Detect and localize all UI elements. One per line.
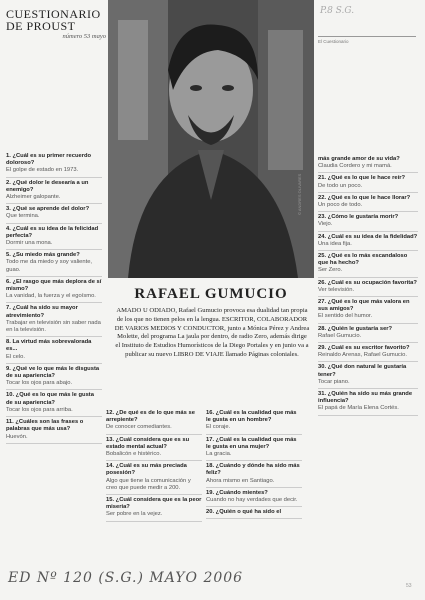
answer-text: El papá de María Elena Cortés. [318, 405, 399, 412]
col3-list [206, 410, 302, 519]
question-text: 31. ¿Quién ha sido su más grande influencia? [318, 391, 413, 405]
divider [318, 192, 418, 193]
answer-text: El coraje. [206, 424, 231, 431]
masthead-line1: CUESTIONARIO [6, 7, 101, 21]
question-item [318, 175, 418, 192]
answer-text: La gracia. [206, 451, 232, 458]
question-item [6, 339, 102, 364]
divider [318, 415, 418, 416]
question-text: 19. ¿Cuándo mientes? [206, 489, 268, 496]
question-item [318, 234, 418, 251]
question-text: 13. ¿Cuál considera que es su estado mental actual? [106, 436, 190, 450]
question-text: 30. ¿Qué don natural le gustaría tener? [318, 364, 407, 378]
question-text: 18. ¿Cuándo y dónde ha sido más feliz? [206, 463, 300, 477]
divider [206, 518, 302, 519]
question-text: 8. La virtud más sobrevalorada es... [6, 339, 92, 353]
question-text: 10. ¿Qué es lo que más le gusta de su apariencia? [6, 392, 94, 406]
masthead-sub: número 53 mayo [62, 33, 106, 40]
question-item [6, 252, 102, 277]
question-item [6, 419, 102, 444]
question-text: 1. ¿Cuál es su primer recuerdo doloroso? [6, 153, 92, 167]
answer-text: Un poco de todo. [318, 202, 363, 209]
question-text: 15. ¿Cuál considera que es la peor miseria? [106, 497, 202, 511]
question-text: 2. ¿Qué dolor le desearía a un enemigo? [6, 179, 89, 193]
divider [6, 443, 102, 444]
question-item [106, 437, 202, 462]
divider [106, 521, 202, 522]
question-text: 25. ¿Qué es lo más escandaloso que ha hecho? [318, 253, 408, 267]
question-text: 21. ¿Qué es lo que le hace reír? [318, 175, 405, 182]
divider [6, 389, 102, 390]
question-text: 17. ¿Cuál es la cualidad que más le gusta en una mujer? [206, 436, 297, 450]
question-item [6, 305, 102, 337]
questions-column-4 [318, 156, 418, 418]
answer-text: Algo que tiene la comunicación y creo que puede medir a 200. [106, 477, 191, 491]
question-item [106, 497, 202, 522]
answer-text: Una idea fija. [318, 240, 352, 247]
answer-text: Rafael Gumucio. [318, 332, 362, 339]
question-text: 9. ¿Qué ve lo que más le disgusta de su apariencia? [6, 365, 100, 380]
question-item [206, 463, 302, 488]
question-text: 14. ¿Cuál es su más preciada posesión? [106, 463, 187, 477]
question-item [206, 437, 302, 462]
question-text: 4. ¿Cuál es su idea de la felicidad perfecta? [6, 225, 99, 239]
answer-text: Huevón. [6, 433, 28, 440]
divider [206, 460, 302, 461]
divider [6, 249, 102, 250]
col2-list [106, 410, 202, 522]
question-item [206, 410, 302, 435]
question-item [106, 410, 202, 435]
question-text: 3. ¿Qué se aprende del dolor? [6, 206, 90, 213]
answer-text: Que termina. [6, 213, 40, 220]
question-item [318, 214, 418, 231]
question-item [206, 490, 302, 507]
question-item [6, 226, 102, 251]
divider [6, 363, 102, 364]
page-number: 53 [406, 583, 412, 589]
answer-text: Reinaldo Arenas, Rafael Gumucio. [318, 352, 407, 359]
col4-list [318, 156, 418, 416]
portrait-illustration [108, 0, 314, 278]
answer-text: Tocar los ojos para arriba. [6, 406, 73, 413]
question-text: 26. ¿Cuál es su ocupación favorita? [318, 279, 417, 286]
question-item [6, 279, 102, 304]
question-text: 24. ¿Cuál es su idea de la fidelidad? [318, 233, 418, 240]
answer-text: El sentido del humor. [318, 313, 373, 320]
answer-text: Trabajar en televisión sin saber nada en la televisión. [6, 319, 101, 334]
question-item [6, 180, 102, 205]
divider [6, 302, 102, 303]
answer-text: La vanidad, la fuerza y el egoísmo. [6, 293, 96, 300]
question-item [6, 392, 102, 417]
question-text: 11. ¿Cuáles son las frases o palabras que más usa? [6, 419, 84, 433]
handwritten-footer: ED Nº 120 (S.G.) MAYO 2006 [8, 570, 244, 586]
question-item [318, 195, 418, 212]
answer-text: Bobalicón e histérico. [106, 451, 162, 458]
divider [6, 203, 102, 204]
right-top-note: El Cuestionario [318, 36, 416, 44]
questions-column-2 [106, 410, 202, 524]
divider [318, 296, 418, 297]
page-title: RAFAEL GUMUCIO [134, 286, 288, 302]
divider [6, 336, 102, 337]
question-text: 7. ¿Cuál ha sido su mayor atrevimiento? [6, 305, 78, 319]
answer-text: Alzheimer galopante. [6, 194, 61, 201]
divider [6, 416, 102, 417]
divider [318, 277, 418, 278]
divider [318, 250, 418, 251]
divider [206, 487, 302, 488]
answer-text: Ser Zero. [318, 267, 343, 274]
question-text: 27. ¿Qué es lo que más valora en sus amigos? [318, 299, 410, 313]
portrait-photo [108, 0, 314, 278]
answer-text: Tocar piano. [318, 378, 350, 385]
question-item [318, 326, 418, 343]
question-text: 23. ¿Cómo le gustaría morir? [318, 214, 399, 221]
answer-text: De todo un poco. [318, 182, 363, 189]
question-text: 5. ¿Su miedo más grande? [6, 252, 80, 259]
divider [6, 177, 102, 178]
divider [206, 434, 302, 435]
questions-column-3 [206, 410, 302, 521]
divider [6, 223, 102, 224]
divider [318, 361, 418, 362]
answer-text: Viejo. [318, 221, 333, 228]
question-item [318, 156, 418, 173]
col1-list [6, 153, 102, 444]
divider [206, 506, 302, 507]
question-item [318, 299, 418, 324]
answer-text: Cuando no hay verdades que decir. [206, 497, 298, 504]
question-text: 22. ¿Qué es lo que le hace llorar? [318, 194, 411, 201]
question-item [6, 153, 102, 178]
answer-text: Tocar los ojos para abajo. [6, 380, 73, 387]
answer-text: Claudia Cordero y mi mamá. [318, 163, 392, 170]
masthead-line2: DE PROUST [6, 19, 76, 33]
question-item [106, 463, 202, 495]
question-text: 12. ¿De qué es de lo que más se arrepiente? [106, 410, 195, 424]
question-item [206, 509, 302, 519]
question-item [6, 206, 102, 223]
answer-text: Ser pobre en la vejez. [106, 511, 163, 518]
question-item [318, 391, 418, 416]
question-text: 29. ¿Cuál es su escritor favorito? [318, 345, 410, 352]
answer-text: El celo. [6, 353, 26, 360]
question-item [318, 364, 418, 389]
answer-text: De conocer comediantes. [106, 424, 172, 431]
questions-column-1 [6, 153, 102, 446]
divider [318, 388, 418, 389]
question-item [318, 253, 418, 278]
photo-credit: © ANDRES OLIVARES [297, 173, 302, 215]
answer-text: El golpe de estado en 1973. [6, 167, 79, 174]
handwritten-note: P.8 S.G. [320, 6, 355, 16]
divider [6, 276, 102, 277]
intro-paragraph: AMADO U ODIADO, Rafael Gumucio provoca esa dualidad tan propia de los que no tienen pelos en la lengua. ESCRITOR, COLABORADOR DE VARIOS MEDIOS Y CONDUCTOR, junto a Mónica Pérez y Andrea Molette, del programa La jaula por dentro, de radio Zero, además dirige el Instituto de Estudios Humorísticos de la Diego Portales y en junio va a publicar su nuevo LIBRO DE VIAJE llamado Páginas coloniales. [114, 307, 310, 358]
divider [318, 342, 418, 343]
question-text: 28. ¿Quién le gustaría ser? [318, 325, 393, 332]
question-text: más grande amor de su vida? [318, 156, 400, 162]
question-item [318, 280, 418, 297]
divider [318, 172, 418, 173]
divider [318, 323, 418, 324]
question-text: 6. ¿El rasgo que más deplora de sí mismo? [6, 278, 102, 293]
question-text: 16. ¿Cuál es la cualidad que más le gusta en un hombre? [206, 410, 297, 424]
divider [106, 494, 202, 495]
question-item [6, 366, 102, 391]
masthead [6, 8, 106, 40]
answer-text: Ahora mismo en Santiago. [206, 477, 275, 484]
question-item [318, 345, 418, 362]
answer-text: Todo me da miedo y soy valiente, guao. [6, 259, 93, 273]
divider [318, 211, 418, 212]
answer-text: Dormir una mona. [6, 240, 53, 247]
divider [106, 460, 202, 461]
question-text: 20. ¿Quién o qué ha sido el [206, 509, 282, 516]
divider [318, 231, 418, 232]
divider [106, 434, 202, 435]
answer-text: Ver televisión. [318, 286, 355, 293]
